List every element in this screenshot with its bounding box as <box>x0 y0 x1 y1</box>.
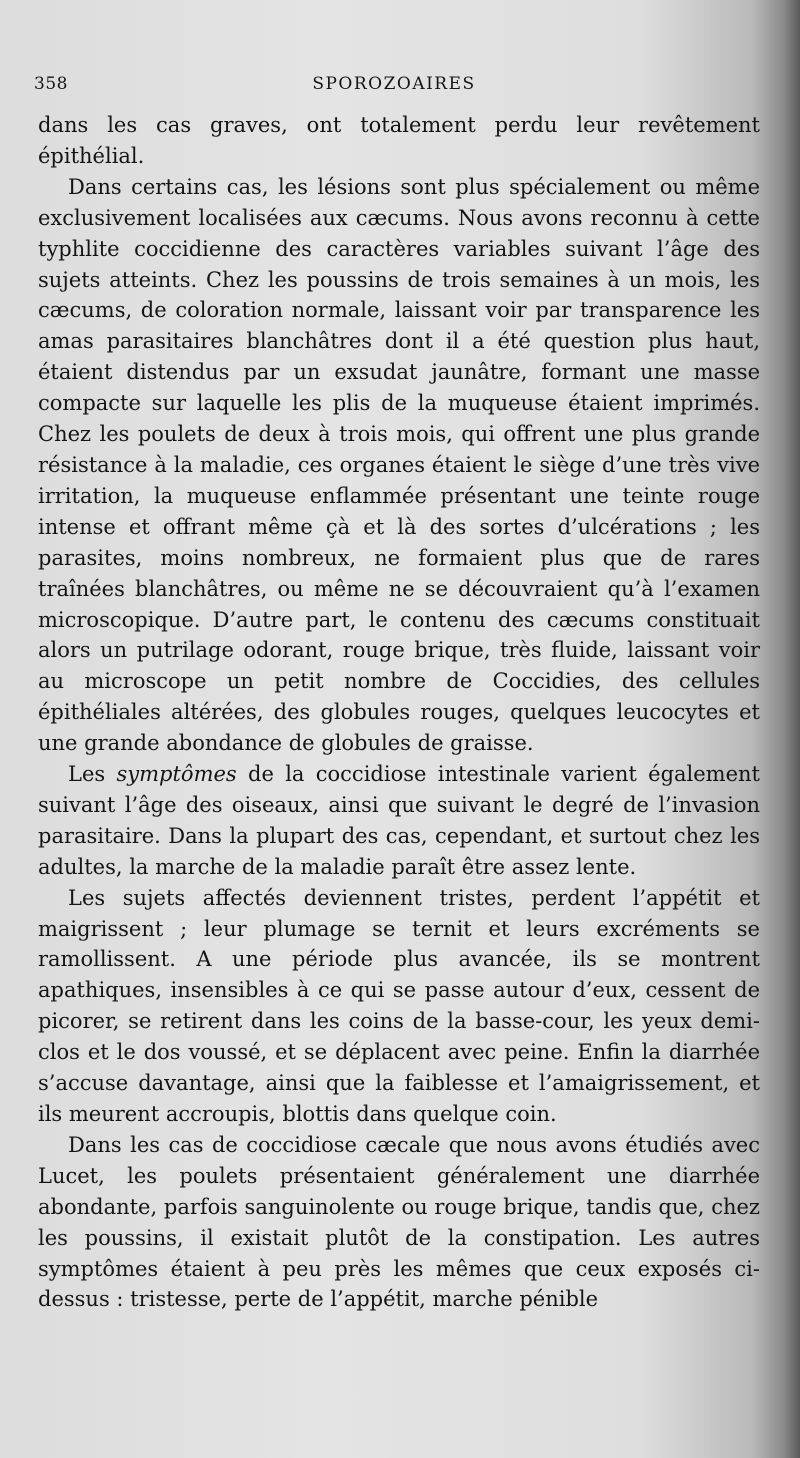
paragraph <box>38 172 760 759</box>
text-segment: dans les cas graves, ont totalement perdu leur revêtement épithélial. <box>38 113 760 168</box>
body-text <box>38 110 760 1315</box>
page-number: 358 <box>34 74 68 94</box>
running-title: SPOROZOAIRES <box>312 74 476 94</box>
italic-term: symptômes <box>116 762 237 787</box>
page-header <box>34 74 754 102</box>
paragraph <box>38 883 760 1130</box>
text-segment: Les <box>68 762 117 787</box>
paragraph <box>38 759 760 883</box>
paragraph <box>38 110 760 172</box>
text-segment: Dans certains cas, les lésions sont plus spécialement ou même exclusivement localisées aux cæcums. Nous avons reconnu à cette typhlite coccidienne des caractères variables suivant l’âge des sujets atteints. Chez les poussins de trois semaines à un mois, les cæcums, de coloration normale, laissant voir par transparence les amas parasitaires blanchâtres dont il a été question plus haut, étaient distendus par un exsudat jaunâtre, formant une masse compacte sur laquelle les plis de la muqueuse étaient imprimés. Chez les poulets de deux à trois mois, qui offrent une plus grande résistance à la maladie, ces organes étaient le siège d’une très vive irritation, la muqueuse enflammée présentant une teinte rouge intense et offrant même çà et là des sortes d’ulcérations ; les parasites, moins nombreux, ne formaient plus que de rares traînées blanchâtres, ou même ne se découvraient qu’à l’examen microscopique. D’autre part, le contenu des cæcums constituait alors un putrilage odorant, rouge brique, très fluide, laissant voir au microscope un petit nombre de Coccidies, des cellules épithéliales altérées, des globules rouges, quelques leucocytes et une grande abondance de globules de graisse. <box>38 174 760 756</box>
text-segment: Dans les cas de coccidiose cæcale que nous avons étudiés avec Lucet, les poulets présentaient généralement une diarrhée abondante, parfois sanguinolente ou rouge brique, tandis que, chez les poussins, il existait plutôt de la constipation. Les autres symptômes étaient à peu près les mêmes que ceux exposés ci-dessus : tristesse, perte de l’appétit, marche pénible <box>38 1132 760 1312</box>
paragraph <box>38 1130 760 1315</box>
text-segment: de la coccidiose intestinale varient également suivant l’âge des oiseaux, ainsi que suivant le degré de l’invasion parasitaire. Dans la plupart des cas, cependant, et surtout chez les adultes, la marche de la maladie paraît être assez lente. <box>38 762 760 879</box>
text-segment: Les sujets affectés deviennent tristes, perdent l’appétit et maigrissent ; leur plumage se ternit et leurs excréments se ramollissent. A une période plus avancée, ils se montrent apathiques, insensibles à ce qui se passe autour d’eux, cessent de picorer, se retirent dans les coins de la basse-cour, les yeux demi-clos et le dos voussé, et se déplacent avec peine. Enfin la diarrhée s’accuse davantage, ainsi que la faiblesse et l’amaigrissement, et ils meurent accroupis, blottis dans quelque coin. <box>38 885 760 1126</box>
